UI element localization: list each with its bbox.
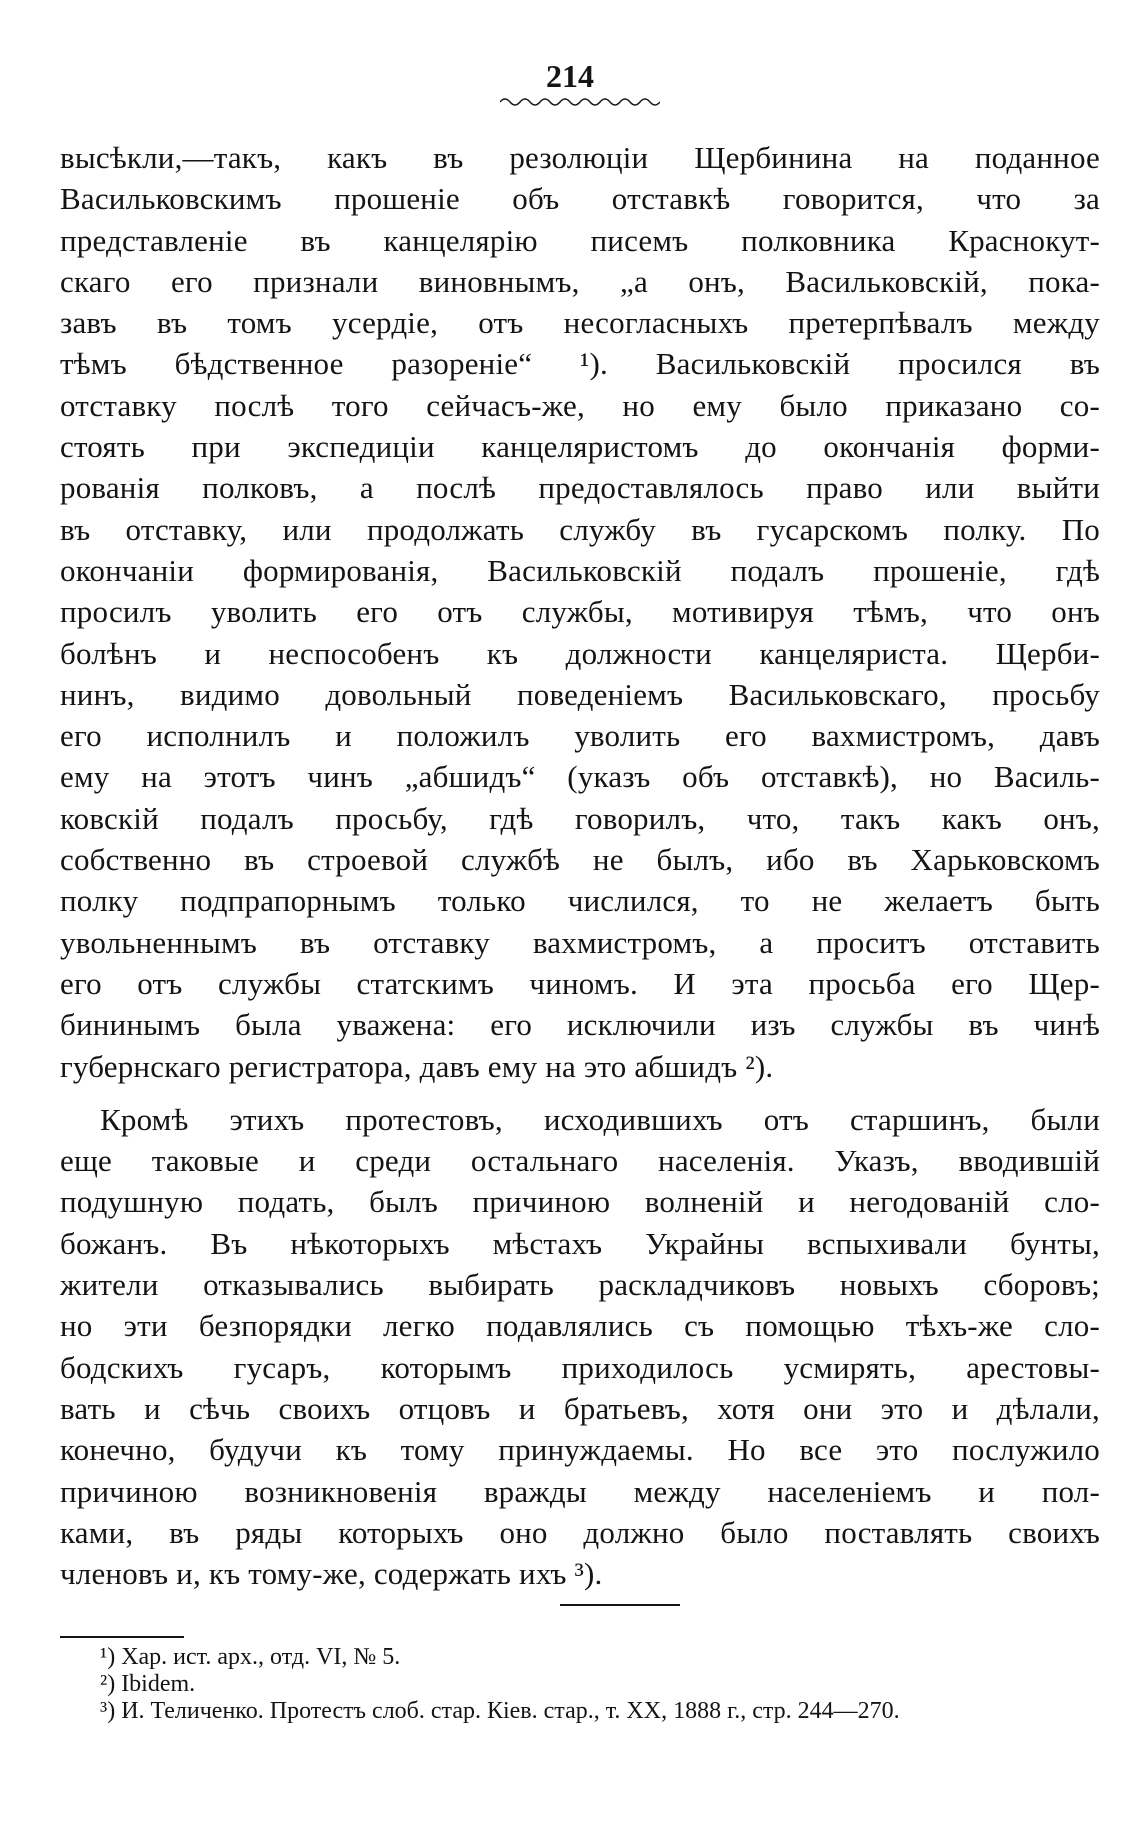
text-line: полку подпрапорнымъ только числился, то не желаетъ быть (60, 883, 1100, 919)
text-line: вать и сѣчь своихъ отцовъ и братьевъ, хотя они это и дѣлали, (60, 1390, 1100, 1426)
text-line-last: членовъ и, къ тому-же, содержать ихъ ³). (60, 1556, 603, 1592)
text-line: отставку послѣ того сейчасъ-же, но ему было приказано со- (60, 387, 1100, 423)
footnotes (100, 1644, 1100, 1725)
text-line: ковскій подалъ просьбу, гдѣ говорилъ, что, такъ какъ онъ, (60, 800, 1100, 836)
text-line-last: губернскаго регистратора, давъ ему на это абшидъ ²). (60, 1048, 774, 1084)
text-line: божанъ. Въ нѣкоторыхъ мѣстахъ Украйны вспыхивали бунты, (60, 1225, 1100, 1261)
text-line: стоять при экспедиціи канцеляристомъ до окончанія форми- (60, 429, 1100, 465)
paragraph-2 (60, 1099, 1100, 1595)
text-line: его отъ службы статскимъ чиномъ. И эта просьба его Щер- (60, 965, 1100, 1001)
text-line: высѣкли,—такъ, какъ въ резолюціи Щербинина на поданное (60, 140, 1100, 175)
text-line: жители отказывались выбирать раскладчиковъ новыхъ сборовъ; (60, 1267, 1100, 1303)
text-line: его исполнилъ и положилъ уволить его вахмистромъ, давъ (60, 718, 1100, 754)
text-line: ему на этотъ чинъ „абшидъ“ (указъ объ отставкѣ), но Василь- (60, 759, 1100, 795)
section-divider (560, 1604, 680, 1606)
text-line: въ отставку, или продолжать службу въ гусарскомъ полку. По (60, 511, 1100, 547)
text-line-first: Кромѣ этихъ протестовъ, исходившихъ отъ старшинъ, были (100, 1101, 1100, 1137)
text-line: просилъ уволить его отъ службы, мотивируя тѣмъ, что онъ (60, 594, 1100, 630)
text-line: болѣнъ и неспособенъ къ должности канцеляриста. Щерби- (60, 635, 1100, 671)
text-line: завъ въ томъ усердіе, отъ несогласныхъ претерпѣвалъ между (60, 305, 1100, 341)
body-text (60, 137, 1100, 1594)
paragraph-1 (60, 137, 1100, 1087)
text-line: окончаніи формированія, Васильковскій подалъ прошеніе, гдѣ (60, 552, 1100, 588)
text-line: еще таковые и среди остальнаго населенія. Указъ, вводившій (60, 1143, 1100, 1179)
footnote-3: ³) И. Теличенко. Протестъ слоб. стар. Кіев. стар., т. XX, 1888 г., стр. 244—270. (100, 1698, 900, 1724)
footnote-1: ¹) Хар. ист. арх., отд. VI, № 5. (100, 1644, 401, 1670)
text-line: скаго его признали виновнымъ, „а онъ, Васильковскій, пока- (60, 263, 1100, 299)
text-line: увольненнымъ въ отставку вахмистромъ, а проситъ отставить (60, 924, 1100, 960)
text-line: подушную подать, былъ причиною волненій и негодованій сло- (60, 1184, 1100, 1220)
text-line: представленіе въ канцелярію писемъ полковника Краснокут- (60, 222, 1100, 258)
text-line: бодскихъ гусаръ, которымъ приходилось усмирять, арестовы- (60, 1349, 1100, 1385)
text-line: тѣмъ бѣдственное разореніе“ ¹). Васильковскій просился въ (60, 346, 1100, 382)
paragraph-gap (60, 1087, 1100, 1099)
text-line: нинъ, видимо довольный поведеніемъ Васильковскаго, просьбу (60, 676, 1100, 712)
text-line: Васильковскимъ прошеніе объ отставкѣ говорится, что за (60, 181, 1100, 217)
text-line: но эти безпорядки легко подавлялись съ помощью тѣхъ-же сло- (60, 1308, 1100, 1344)
page-number-ornament (500, 96, 660, 108)
text-line: причиною возникновенія вражды между населеніемъ и пол- (60, 1473, 1100, 1509)
text-line: рованія полковъ, а послѣ предоставлялось право или выйти (60, 470, 1100, 506)
footnote-divider (60, 1636, 184, 1638)
text-line: конечно, будучи къ тому принуждаемы. Но все это послужило (60, 1432, 1100, 1468)
footnote-2: ²) Ibidem. (100, 1671, 196, 1697)
text-line: бининымъ была уважена: его исключили изъ службы въ чинѣ (60, 1007, 1100, 1043)
page-number: 214 (546, 58, 594, 94)
text-line: ками, въ ряды которыхъ оно должно было поставлять своихъ (60, 1514, 1100, 1550)
text-line: собственно въ строевой службѣ не былъ, ибо въ Харьковскомъ (60, 842, 1100, 878)
